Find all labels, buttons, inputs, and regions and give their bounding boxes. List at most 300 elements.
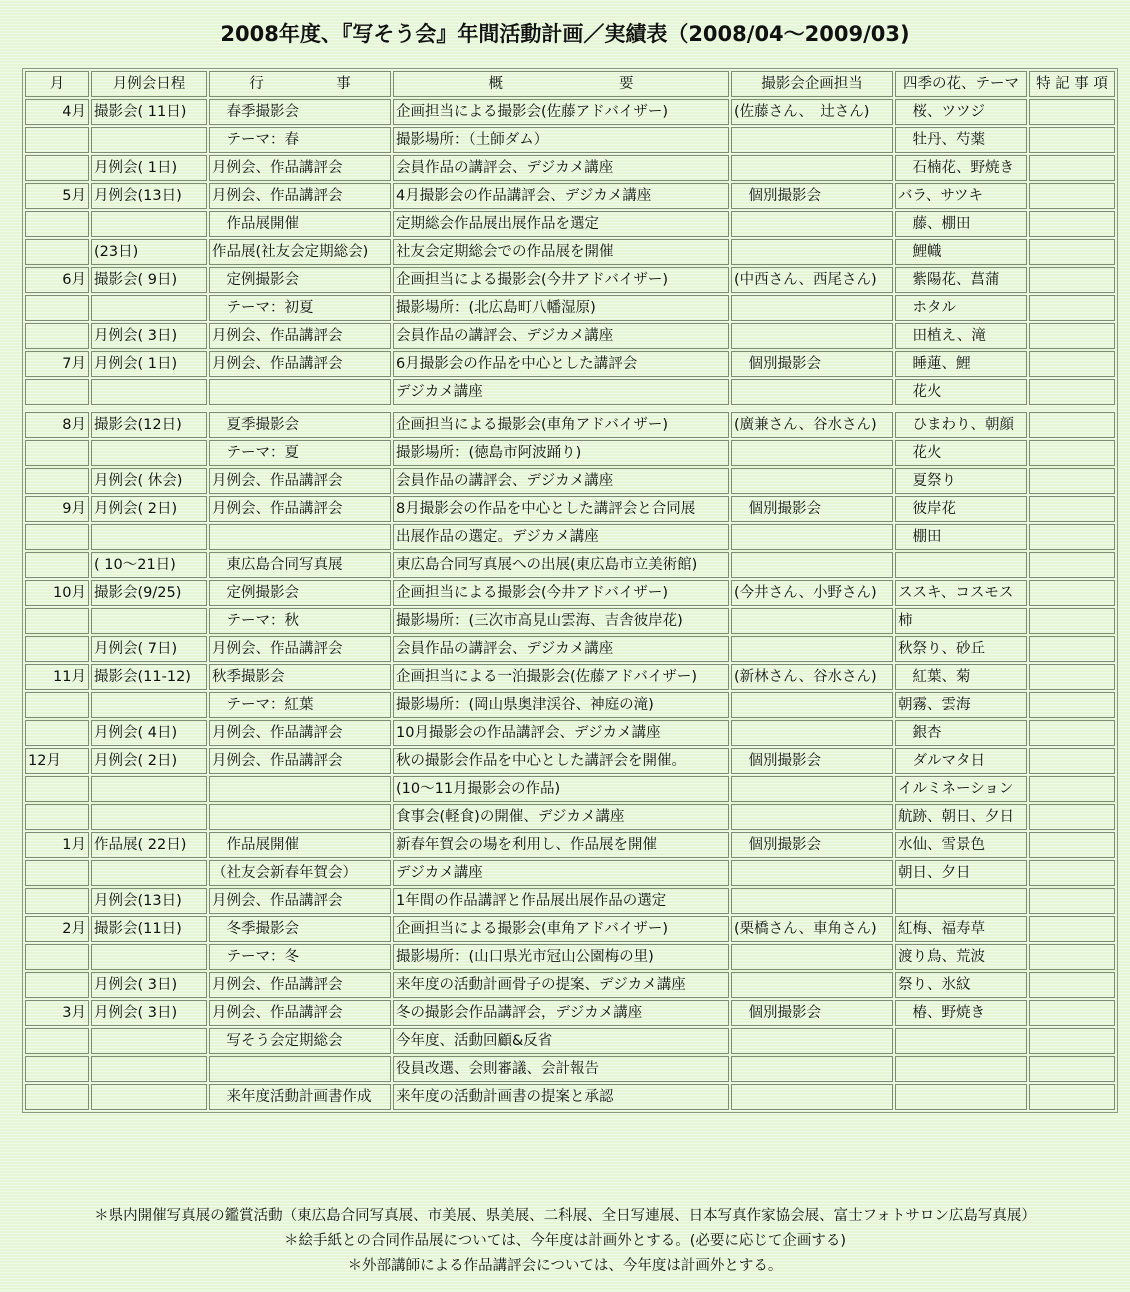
- table-row: [25, 412, 1115, 438]
- cell-organizer: (廣兼さん、谷水さん): [731, 412, 893, 438]
- row-separator: [25, 407, 1115, 410]
- table-row: [25, 692, 1115, 718]
- cell-organizer: [731, 552, 893, 578]
- cell-month: [25, 944, 89, 970]
- table-row: [25, 295, 1115, 321]
- cell-schedule: 月例会( 3日): [91, 323, 207, 349]
- footnote: ＊県内開催写真展の鑑賞活動（東広島合同写真展、市美展、県美展、二科展、全日写連展、日本写真作家協会展、富士フォトサロン広島写真展）: [94, 1208, 1036, 1224]
- cell-organizer: (中西さん、西尾さん): [731, 267, 893, 293]
- cell-organizer: [731, 468, 893, 494]
- cell-notes: [1029, 524, 1115, 550]
- table-row: [25, 440, 1115, 466]
- cell-summary: 東広島合同写真展への出展(東広島市立美術館): [393, 552, 729, 578]
- cell-schedule: [91, 440, 207, 466]
- cell-month: 2月: [25, 916, 89, 942]
- cell-theme: 銀杏: [895, 720, 1027, 746]
- cell-schedule: 月例会( 3日): [91, 1000, 207, 1026]
- cell-month: [25, 720, 89, 746]
- table-row: [25, 127, 1115, 153]
- table-row: [25, 748, 1115, 774]
- cell-summary: 企画担当による撮影会(佐藤アドバイザー): [393, 99, 729, 125]
- cell-schedule: 月例会( 4日): [91, 720, 207, 746]
- cell-organizer: [731, 524, 893, 550]
- table-row: [25, 916, 1115, 942]
- cell-organizer: [731, 720, 893, 746]
- cell-summary: 撮影場所：(三次市高見山雲海、吉舎彼岸花): [393, 608, 729, 634]
- cell-organizer: [731, 155, 893, 181]
- cell-notes: [1029, 1056, 1115, 1082]
- cell-notes: [1029, 664, 1115, 690]
- cell-month: 12月: [25, 748, 89, 774]
- cell-theme: 桜、ツツジ: [895, 99, 1027, 125]
- table-row: [25, 776, 1115, 802]
- cell-month: [25, 552, 89, 578]
- cell-summary: 企画担当による撮影会(車角アドバイザー): [393, 916, 729, 942]
- cell-month: [25, 860, 89, 886]
- cell-theme: 棚田: [895, 524, 1027, 550]
- cell-organizer: [731, 972, 893, 998]
- table-row: [25, 804, 1115, 830]
- cell-event: 作品展開催: [209, 832, 391, 858]
- cell-summary: 1年間の作品講評と作品展出展作品の選定: [393, 888, 729, 914]
- cell-event: 冬季撮影会: [209, 916, 391, 942]
- cell-event: [209, 524, 391, 550]
- cell-theme: 椿、野焼き: [895, 1000, 1027, 1026]
- cell-schedule: 月例会( 7日): [91, 636, 207, 662]
- cell-summary: 秋の撮影会作品を中心とした講評会を開催。: [393, 748, 729, 774]
- cell-organizer: [731, 888, 893, 914]
- cell-notes: [1029, 972, 1115, 998]
- cell-summary: 会員作品の講評会、デジカメ講座: [393, 323, 729, 349]
- cell-month: 5月: [25, 183, 89, 209]
- cell-summary: 撮影場所：(徳島市阿波踊り): [393, 440, 729, 466]
- table-row: [25, 552, 1115, 578]
- cell-organizer: [731, 944, 893, 970]
- cell-organizer: 個別撮影会: [731, 748, 893, 774]
- header-organizer: 撮影会企画担当: [731, 71, 893, 97]
- cell-summary: 4月撮影会の作品講評会、デジカメ講座: [393, 183, 729, 209]
- cell-theme: [895, 1056, 1027, 1082]
- footnotes: [0, 1204, 1130, 1279]
- cell-organizer: [731, 440, 893, 466]
- cell-theme: [895, 552, 1027, 578]
- cell-schedule: 作品展( 22日): [91, 832, 207, 858]
- cell-event: 定例撮影会: [209, 267, 391, 293]
- cell-schedule: [91, 860, 207, 886]
- table-row: [25, 99, 1115, 125]
- cell-month: [25, 127, 89, 153]
- cell-notes: [1029, 608, 1115, 634]
- cell-event: 月例会、作品講評会: [209, 468, 391, 494]
- cell-month: [25, 1084, 89, 1110]
- cell-month: [25, 1056, 89, 1082]
- cell-organizer: 個別撮影会: [731, 496, 893, 522]
- table-row: [25, 664, 1115, 690]
- cell-notes: [1029, 1028, 1115, 1054]
- cell-month: [25, 440, 89, 466]
- table-row: [25, 323, 1115, 349]
- table-row: [25, 351, 1115, 377]
- cell-month: [25, 468, 89, 494]
- cell-summary: 企画担当による一泊撮影会(佐藤アドバイザー): [393, 664, 729, 690]
- cell-summary: 定期総会作品展出展作品を選定: [393, 211, 729, 237]
- cell-summary: デジカメ講座: [393, 860, 729, 886]
- cell-event: 来年度活動計画書作成: [209, 1084, 391, 1110]
- header-event: 行 事: [209, 71, 391, 97]
- table-row: [25, 524, 1115, 550]
- cell-organizer: [731, 239, 893, 265]
- activity-table-wrapper: [22, 68, 1118, 1113]
- cell-schedule: [91, 211, 207, 237]
- table-body: [25, 99, 1115, 1110]
- cell-theme: 紅葉、菊: [895, 664, 1027, 690]
- cell-month: [25, 295, 89, 321]
- cell-schedule: [91, 608, 207, 634]
- cell-notes: [1029, 748, 1115, 774]
- cell-notes: [1029, 239, 1115, 265]
- cell-month: [25, 323, 89, 349]
- cell-notes: [1029, 860, 1115, 886]
- cell-notes: [1029, 944, 1115, 970]
- cell-organizer: [731, 379, 893, 405]
- cell-month: [25, 239, 89, 265]
- table-row: [25, 379, 1115, 405]
- cell-organizer: [731, 804, 893, 830]
- cell-event: 夏季撮影会: [209, 412, 391, 438]
- cell-notes: [1029, 916, 1115, 942]
- cell-month: 3月: [25, 1000, 89, 1026]
- cell-schedule: [91, 776, 207, 802]
- cell-organizer: (栗橋さん、車角さん): [731, 916, 893, 942]
- table-row: [25, 183, 1115, 209]
- cell-theme: 紅梅、福寿草: [895, 916, 1027, 942]
- cell-event: テーマ：夏: [209, 440, 391, 466]
- cell-event: テーマ：春: [209, 127, 391, 153]
- cell-summary: 撮影場所：(山口県光市冠山公園梅の里): [393, 944, 729, 970]
- cell-schedule: [91, 804, 207, 830]
- cell-organizer: (佐藤さん、 辻さん): [731, 99, 893, 125]
- cell-event: 月例会、作品講評会: [209, 323, 391, 349]
- cell-summary: 来年度の活動計画書の提案と承認: [393, 1084, 729, 1110]
- cell-event: テーマ：初夏: [209, 295, 391, 321]
- cell-organizer: 個別撮影会: [731, 183, 893, 209]
- header-schedule: 月例会日程: [91, 71, 207, 97]
- cell-event: 春季撮影会: [209, 99, 391, 125]
- header-theme: 四季の花、テーマ: [895, 71, 1027, 97]
- cell-month: [25, 155, 89, 181]
- cell-schedule: [91, 379, 207, 405]
- table-row: [25, 860, 1115, 886]
- cell-month: [25, 636, 89, 662]
- cell-event: 秋季撮影会: [209, 664, 391, 690]
- cell-notes: [1029, 552, 1115, 578]
- cell-theme: 花火: [895, 440, 1027, 466]
- table-row: [25, 496, 1115, 522]
- cell-summary: (10〜11月撮影会の作品): [393, 776, 729, 802]
- cell-theme: 紫陽花、菖蒲: [895, 267, 1027, 293]
- cell-schedule: 月例会( 2日): [91, 748, 207, 774]
- cell-summary: 新春年賀会の場を利用し、作品展を開催: [393, 832, 729, 858]
- cell-month: 7月: [25, 351, 89, 377]
- cell-summary: 役員改選、会則審議、会計報告: [393, 1056, 729, 1082]
- cell-theme: ひまわり、朝顔: [895, 412, 1027, 438]
- cell-organizer: [731, 1056, 893, 1082]
- cell-organizer: [731, 636, 893, 662]
- cell-month: 9月: [25, 496, 89, 522]
- cell-theme: [895, 888, 1027, 914]
- cell-organizer: (新林さん、谷水さん): [731, 664, 893, 690]
- table-row: [25, 608, 1115, 634]
- cell-theme: 牡丹、芍薬: [895, 127, 1027, 153]
- cell-event: [209, 379, 391, 405]
- cell-organizer: [731, 127, 893, 153]
- cell-schedule: 月例会( 1日): [91, 351, 207, 377]
- cell-organizer: 個別撮影会: [731, 1000, 893, 1026]
- cell-month: 10月: [25, 580, 89, 606]
- cell-notes: [1029, 1000, 1115, 1026]
- cell-summary: 冬の撮影会作品講評会，デジカメ講座: [393, 1000, 729, 1026]
- cell-theme: ホタル: [895, 295, 1027, 321]
- cell-month: 6月: [25, 267, 89, 293]
- cell-event: 作品展(社友会定期総会): [209, 239, 391, 265]
- table-row: [25, 944, 1115, 970]
- cell-theme: バラ、サツキ: [895, 183, 1027, 209]
- cell-summary: 8月撮影会の作品を中心とした講評会と合同展: [393, 496, 729, 522]
- cell-schedule: 撮影会(9/25): [91, 580, 207, 606]
- table-row: [25, 720, 1115, 746]
- cell-month: [25, 608, 89, 634]
- cell-event: 東広島合同写真展: [209, 552, 391, 578]
- header-row: [25, 71, 1115, 97]
- cell-summary: 出展作品の選定。デジカメ講座: [393, 524, 729, 550]
- cell-schedule: 月例会(13日): [91, 183, 207, 209]
- cell-notes: [1029, 155, 1115, 181]
- cell-organizer: [731, 860, 893, 886]
- cell-notes: [1029, 1084, 1115, 1110]
- cell-organizer: [731, 295, 893, 321]
- table-row: [25, 580, 1115, 606]
- cell-summary: 撮影場所：（土師ダム）: [393, 127, 729, 153]
- cell-summary: 来年度の活動計画骨子の提案、デジカメ講座: [393, 972, 729, 998]
- cell-notes: [1029, 776, 1115, 802]
- cell-summary: 企画担当による撮影会(車角アドバイザー): [393, 412, 729, 438]
- cell-theme: [895, 1084, 1027, 1110]
- cell-organizer: [731, 1084, 893, 1110]
- activity-table: [22, 68, 1118, 1113]
- cell-event: 月例会、作品講評会: [209, 720, 391, 746]
- cell-event: 月例会、作品講評会: [209, 748, 391, 774]
- cell-summary: 撮影場所：(北広島町八幡湿原): [393, 295, 729, 321]
- footnote: ＊外部講師による作品講評会については、今年度は計画外とする。: [347, 1258, 783, 1274]
- table-row: [25, 239, 1115, 265]
- cell-event: テーマ：秋: [209, 608, 391, 634]
- cell-notes: [1029, 692, 1115, 718]
- table-row: [25, 267, 1115, 293]
- cell-theme: 鯉幟: [895, 239, 1027, 265]
- cell-organizer: [731, 211, 893, 237]
- cell-notes: [1029, 636, 1115, 662]
- cell-event: 月例会、作品講評会: [209, 1000, 391, 1026]
- cell-schedule: 月例会( 2日): [91, 496, 207, 522]
- cell-summary: デジカメ講座: [393, 379, 729, 405]
- cell-notes: [1029, 379, 1115, 405]
- header-summary: 概 要: [393, 71, 729, 97]
- cell-notes: [1029, 183, 1115, 209]
- cell-theme: 航跡、朝日、夕日: [895, 804, 1027, 830]
- cell-event: 作品展開催: [209, 211, 391, 237]
- cell-summary: 10月撮影会の作品講評会、デジカメ講座: [393, 720, 729, 746]
- table-row: [25, 636, 1115, 662]
- cell-event: 月例会、作品講評会: [209, 155, 391, 181]
- cell-organizer: 個別撮影会: [731, 832, 893, 858]
- cell-schedule: [91, 944, 207, 970]
- cell-summary: 会員作品の講評会、デジカメ講座: [393, 468, 729, 494]
- cell-summary: 会員作品の講評会、デジカメ講座: [393, 636, 729, 662]
- cell-event: テーマ：冬: [209, 944, 391, 970]
- cell-organizer: [731, 323, 893, 349]
- cell-schedule: 月例会(13日): [91, 888, 207, 914]
- cell-summary: 撮影場所：(岡山県奥津渓谷、神庭の滝): [393, 692, 729, 718]
- cell-theme: イルミネーション: [895, 776, 1027, 802]
- cell-month: 8月: [25, 412, 89, 438]
- cell-notes: [1029, 468, 1115, 494]
- header-notes: 特 記 事 項: [1029, 71, 1115, 97]
- cell-schedule: [91, 1056, 207, 1082]
- cell-organizer: [731, 608, 893, 634]
- cell-organizer: [731, 692, 893, 718]
- table-row: [25, 1056, 1115, 1082]
- cell-notes: [1029, 412, 1115, 438]
- cell-event: 月例会、作品講評会: [209, 972, 391, 998]
- cell-summary: 企画担当による撮影会(今井アドバイザー): [393, 267, 729, 293]
- cell-schedule: ( 10〜21日): [91, 552, 207, 578]
- cell-event: [209, 776, 391, 802]
- cell-summary: 食事会(軽食)の開催、デジカメ講座: [393, 804, 729, 830]
- table-row: [25, 1084, 1115, 1110]
- cell-summary: 社友会定期総会での作品展を開催: [393, 239, 729, 265]
- cell-schedule: [91, 524, 207, 550]
- cell-notes: [1029, 804, 1115, 830]
- cell-month: [25, 888, 89, 914]
- cell-event: （社友会新春年賀会）: [209, 860, 391, 886]
- cell-summary: 企画担当による撮影会(今井アドバイザー): [393, 580, 729, 606]
- cell-notes: [1029, 127, 1115, 153]
- table-header: [25, 71, 1115, 97]
- cell-theme: 渡り鳥、荒波: [895, 944, 1027, 970]
- cell-notes: [1029, 440, 1115, 466]
- cell-month: [25, 379, 89, 405]
- cell-schedule: [91, 295, 207, 321]
- cell-theme: 田植え、滝: [895, 323, 1027, 349]
- table-row: [25, 155, 1115, 181]
- cell-organizer: (今井さん、小野さん): [731, 580, 893, 606]
- cell-schedule: 撮影会(12日): [91, 412, 207, 438]
- cell-notes: [1029, 888, 1115, 914]
- cell-schedule: 撮影会( 11日): [91, 99, 207, 125]
- cell-month: [25, 524, 89, 550]
- cell-event: テーマ：紅葉: [209, 692, 391, 718]
- footnote: ＊絵手紙との合同作品展については、今年度は計画外とする。(必要に応じて企画する): [283, 1233, 847, 1249]
- cell-month: [25, 211, 89, 237]
- cell-event: 月例会、作品講評会: [209, 496, 391, 522]
- cell-theme: [895, 1028, 1027, 1054]
- cell-event: [209, 1056, 391, 1082]
- cell-schedule: [91, 1028, 207, 1054]
- cell-month: [25, 972, 89, 998]
- cell-organizer: [731, 776, 893, 802]
- cell-schedule: 撮影会(11日): [91, 916, 207, 942]
- cell-schedule: 月例会( 3日): [91, 972, 207, 998]
- cell-notes: [1029, 580, 1115, 606]
- header-month: 月: [25, 71, 89, 97]
- cell-summary: 6月撮影会の作品を中心とした講評会: [393, 351, 729, 377]
- cell-schedule: 月例会( 1日): [91, 155, 207, 181]
- cell-event: [209, 804, 391, 830]
- cell-notes: [1029, 267, 1115, 293]
- cell-schedule: [91, 1084, 207, 1110]
- table-row: [25, 211, 1115, 237]
- table-row: [25, 888, 1115, 914]
- cell-notes: [1029, 351, 1115, 377]
- cell-notes: [1029, 720, 1115, 746]
- cell-month: 4月: [25, 99, 89, 125]
- cell-month: 11月: [25, 664, 89, 690]
- cell-theme: 祭り、氷紋: [895, 972, 1027, 998]
- cell-schedule: 撮影会(11-12): [91, 664, 207, 690]
- table-row: [25, 1000, 1115, 1026]
- cell-theme: 夏祭り: [895, 468, 1027, 494]
- cell-notes: [1029, 496, 1115, 522]
- cell-theme: 石楠花、野焼き: [895, 155, 1027, 181]
- cell-organizer: 個別撮影会: [731, 351, 893, 377]
- cell-summary: 今年度、活動回顧&反省: [393, 1028, 729, 1054]
- cell-summary: 会員作品の講評会、デジカメ講座: [393, 155, 729, 181]
- cell-event: 月例会、作品講評会: [209, 351, 391, 377]
- table-row: [25, 832, 1115, 858]
- cell-notes: [1029, 99, 1115, 125]
- cell-event: 月例会、作品講評会: [209, 888, 391, 914]
- cell-notes: [1029, 323, 1115, 349]
- cell-schedule: (23日): [91, 239, 207, 265]
- cell-month: [25, 804, 89, 830]
- cell-theme: 彼岸花: [895, 496, 1027, 522]
- cell-schedule: 月例会( 休会): [91, 468, 207, 494]
- cell-month: 1月: [25, 832, 89, 858]
- cell-theme: 柿: [895, 608, 1027, 634]
- cell-notes: [1029, 832, 1115, 858]
- cell-event: 写そう会定期総会: [209, 1028, 391, 1054]
- cell-theme: 睡蓮、鯉: [895, 351, 1027, 377]
- cell-notes: [1029, 295, 1115, 321]
- cell-theme: 水仙、雪景色: [895, 832, 1027, 858]
- cell-theme: 花火: [895, 379, 1027, 405]
- cell-schedule: 撮影会( 9日): [91, 267, 207, 293]
- cell-theme: 藤、棚田: [895, 211, 1027, 237]
- cell-event: 定例撮影会: [209, 580, 391, 606]
- table-row: [25, 1028, 1115, 1054]
- cell-theme: 秋祭り、砂丘: [895, 636, 1027, 662]
- page-title: 2008年度、『写そう会』年間活動計画／実績表（2008/04〜2009/03): [220, 22, 910, 46]
- table-row: [25, 468, 1115, 494]
- table-row: [25, 972, 1115, 998]
- cell-month: [25, 776, 89, 802]
- cell-notes: [1029, 211, 1115, 237]
- cell-month: [25, 692, 89, 718]
- cell-month: [25, 1028, 89, 1054]
- cell-theme: ダルマタ日: [895, 748, 1027, 774]
- cell-event: 月例会、作品講評会: [209, 636, 391, 662]
- cell-schedule: [91, 127, 207, 153]
